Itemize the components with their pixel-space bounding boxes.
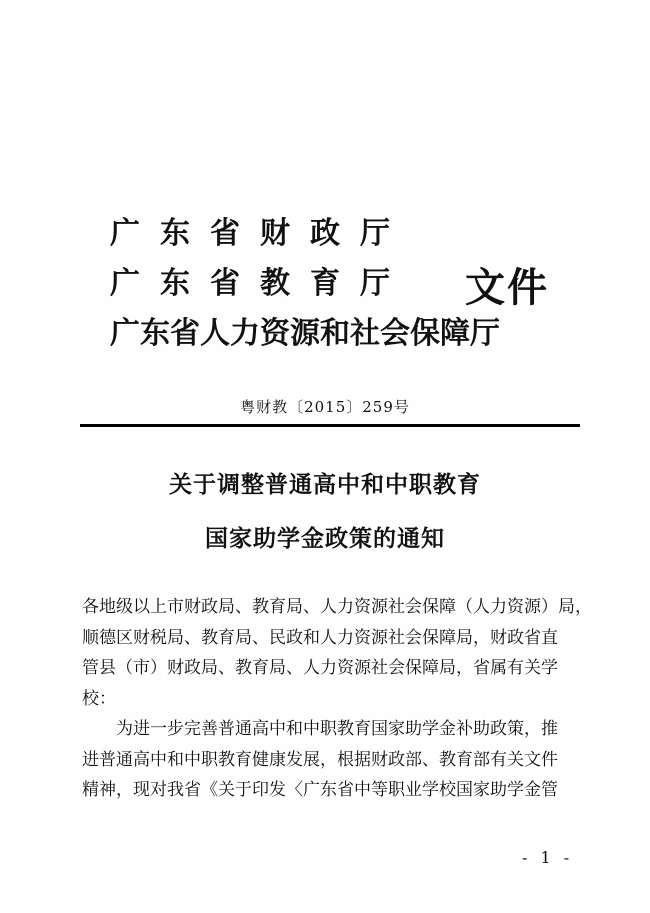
document-number: 粤财教〔2015〕259号 xyxy=(240,398,410,416)
page-number: - 1 - xyxy=(522,848,574,867)
paragraph-line: 进普通高中和中职教育健康发展，根据财政部、教育部有关文件 xyxy=(82,749,558,770)
document-body xyxy=(82,592,592,806)
recipients-line: 管县（市）财政局、教育局、人力资源社会保障局，省属有关学 xyxy=(82,658,558,678)
recipients-line: 校： xyxy=(82,688,116,709)
paragraph-line: 精神，现对我省《关于印发〈广东省中等职业学校国家助学金管 xyxy=(82,780,558,800)
paragraph-line: 为进一步完善普通高中和中职教育国家助学金补助政策，推 xyxy=(116,719,558,739)
body-paragraph xyxy=(82,714,582,806)
document-title-line-2: 国家助学金政策的通知 xyxy=(205,525,445,552)
recipients-line: 顺德区财税局、教育局、民政和人力资源社会保障局，财政省直 xyxy=(82,627,558,648)
document-title-line-1: 关于调整普通高中和中职教育 xyxy=(169,471,481,498)
issuer-education-dept: 广东省教育厅 xyxy=(110,266,410,301)
header-divider xyxy=(80,424,580,427)
recipients xyxy=(82,592,592,714)
file-label: 文件 xyxy=(465,265,549,311)
issuer-hr-social-security-dept: 广东省人力资源和社会保障厅 xyxy=(110,316,500,351)
issuer-finance-dept: 广东省财政厅 xyxy=(110,216,410,251)
recipients-line: 各地级以上市财政局、教育局、人力资源社会保障（人力资源）局， xyxy=(82,597,592,617)
